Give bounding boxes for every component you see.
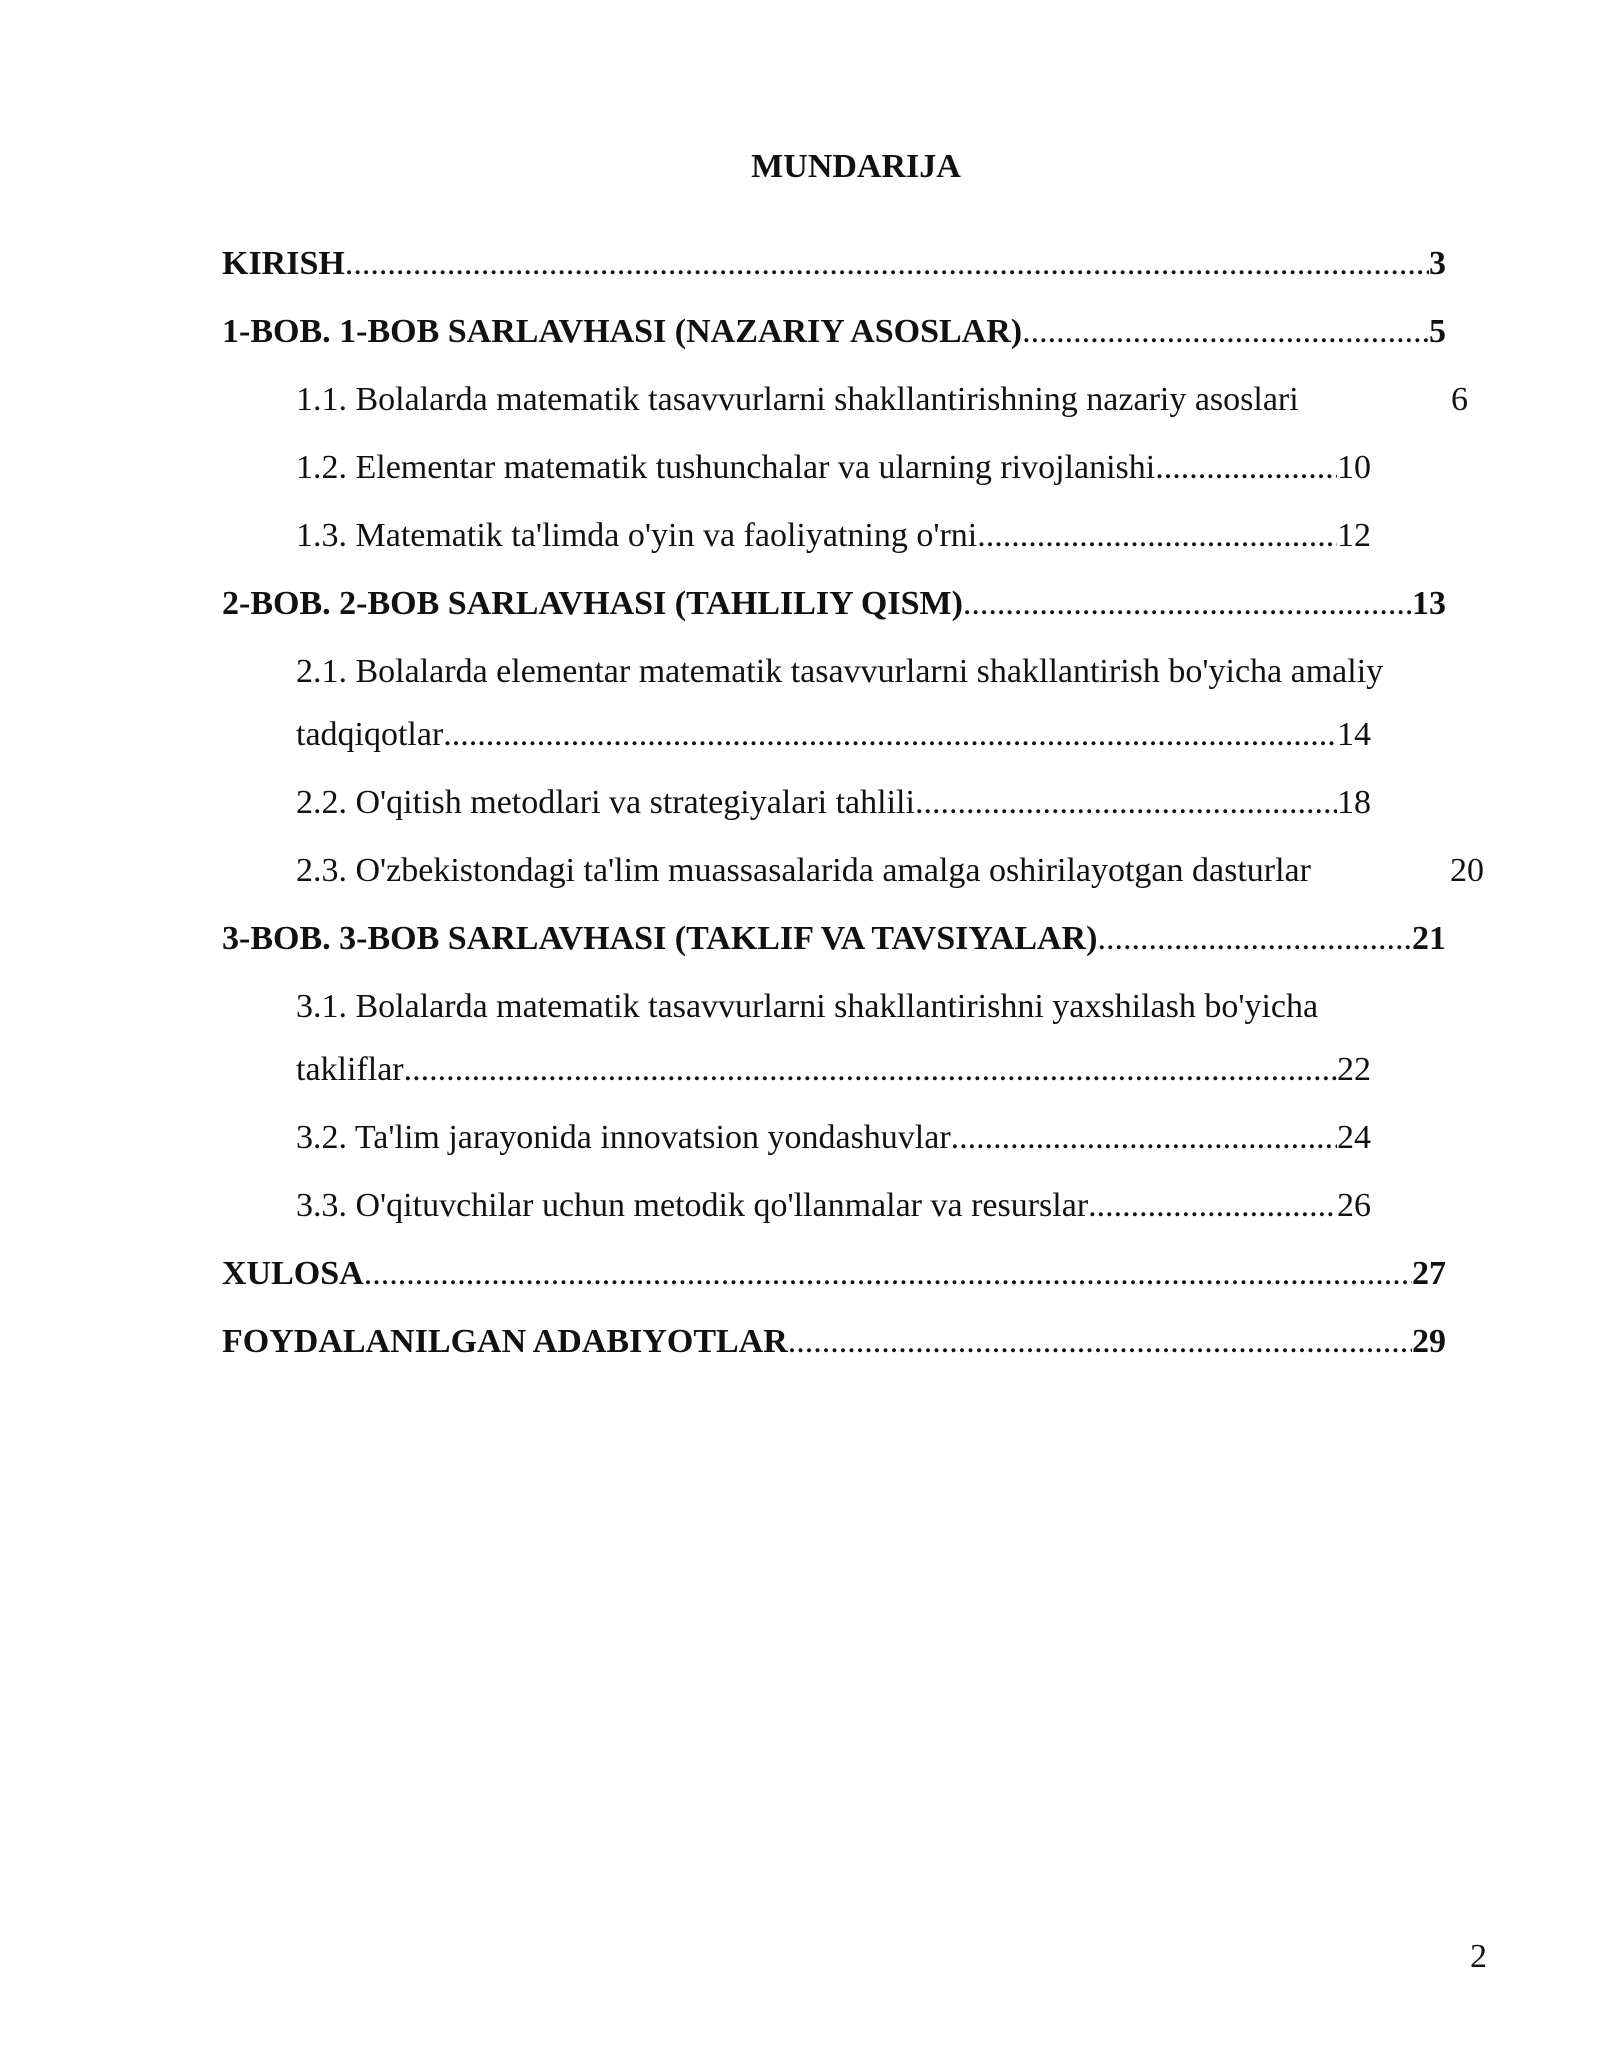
toc-page-number: 6 [1451, 381, 1468, 418]
toc-entry-section-1-1[interactable] [296, 380, 1468, 420]
toc-dot-leader [1155, 448, 1337, 488]
toc-label: KIRISH [222, 245, 345, 282]
toc-dot-leader [788, 1322, 1412, 1362]
toc-entry-section-2-1-line1[interactable]: 2.1. Bolalarda elementar matematik tasavvurlarni shakllantirish bo'yicha amaliy [296, 653, 1384, 690]
toc-dot-leader [977, 516, 1337, 556]
toc-label: 2.3. O'zbekistondagi ta'lim muassasalarida amalga oshirilayotgan dasturlar [296, 852, 1311, 889]
toc-label: 3.3. O'qituvchilar uchun metodik qo'llanmalar va resurslar [296, 1187, 1089, 1224]
toc-page-number: 13 [1412, 585, 1446, 622]
toc-label: 3-BOB. 3-BOB SARLAVHASI (TAKLIF VA TAVSIYALAR) [222, 920, 1098, 957]
toc-label: 2-BOB. 2-BOB SARLAVHASI (TAHLILIY QISM) [222, 585, 963, 622]
toc-entry-section-2-3[interactable] [296, 851, 1484, 891]
toc-dot-leader [364, 1254, 1412, 1294]
toc-entry-section-3-1-line1[interactable]: 3.1. Bolalarda matematik tasavvurlarni shakllantirishni yaxshilash bo'yicha [296, 988, 1319, 1025]
toc-label: takliflar [296, 1051, 404, 1088]
toc-page-number: 27 [1412, 1255, 1446, 1292]
toc-label: 1-BOB. 1-BOB SARLAVHASI (NAZARIY ASOSLAR) [222, 313, 1023, 350]
toc-page-number: 14 [1337, 716, 1371, 753]
toc-dot-leader [345, 244, 1429, 284]
toc-page-number: 24 [1337, 1119, 1371, 1156]
toc-page-number: 26 [1337, 1187, 1371, 1224]
toc-dot-leader [1088, 1186, 1337, 1226]
toc-entry-section-3-2[interactable] [296, 1118, 1371, 1158]
toc-page-number: 22 [1337, 1051, 1371, 1088]
toc-label: 1.3. Matematik ta'limda o'yin va faoliyatning o'rni [296, 517, 978, 554]
toc-dot-leader [963, 584, 1412, 624]
toc-page-number: 20 [1450, 852, 1484, 889]
toc-entry-section-3-3[interactable] [296, 1186, 1371, 1226]
toc-entry-chapter-1[interactable] [222, 312, 1446, 352]
toc-label: XULOSA [222, 1255, 364, 1292]
toc-entry-chapter-3[interactable] [222, 919, 1446, 959]
toc-label: 3.2. Ta'lim jarayonida innovatsion yondashuvlar [296, 1119, 951, 1156]
toc-entry-section-2-1[interactable] [296, 715, 1371, 755]
toc-entry-kirish[interactable] [222, 244, 1446, 284]
toc-dot-leader [443, 715, 1337, 755]
toc-page-number: 29 [1412, 1323, 1446, 1360]
toc-page-number: 3 [1429, 245, 1446, 282]
toc-label: 1.2. Elementar matematik tushunchalar va ularning rivojlanishi [296, 449, 1156, 486]
toc-dot-leader [915, 783, 1337, 823]
toc-label: FOYDALANILGAN ADABIYOTLAR [222, 1323, 788, 1360]
toc-page-number: 18 [1337, 784, 1371, 821]
toc-dot-leader [1022, 312, 1429, 352]
toc-label: 1.1. Bolalarda matematik tasavvurlarni shakllantirishning nazariy asoslari [296, 381, 1299, 418]
toc-label: tadqiqotlar [296, 716, 444, 753]
toc-page-number: 12 [1337, 517, 1371, 554]
page-number: 2 [1470, 1938, 1487, 1975]
toc-entry-chapter-2[interactable] [222, 584, 1446, 624]
toc-entry-adabiyotlar[interactable] [222, 1322, 1446, 1362]
toc-dot-leader [951, 1118, 1337, 1158]
toc-entry-section-3-1[interactable] [296, 1050, 1371, 1090]
toc-page-number: 5 [1429, 313, 1446, 350]
toc-label: 2.2. O'qitish metodlari va strategiyalari tahlili [296, 784, 915, 821]
toc-entry-section-1-2[interactable] [296, 448, 1371, 488]
toc-page-number: 10 [1337, 449, 1371, 486]
toc-entry-section-2-2[interactable] [296, 783, 1371, 823]
toc-entry-section-1-3[interactable] [296, 516, 1371, 556]
toc-page-number: 21 [1412, 920, 1446, 957]
toc-dot-leader [404, 1050, 1337, 1090]
document-title: MUNDARIJA [751, 148, 961, 185]
toc-entry-xulosa[interactable] [222, 1254, 1446, 1294]
toc-dot-leader [1097, 919, 1412, 959]
